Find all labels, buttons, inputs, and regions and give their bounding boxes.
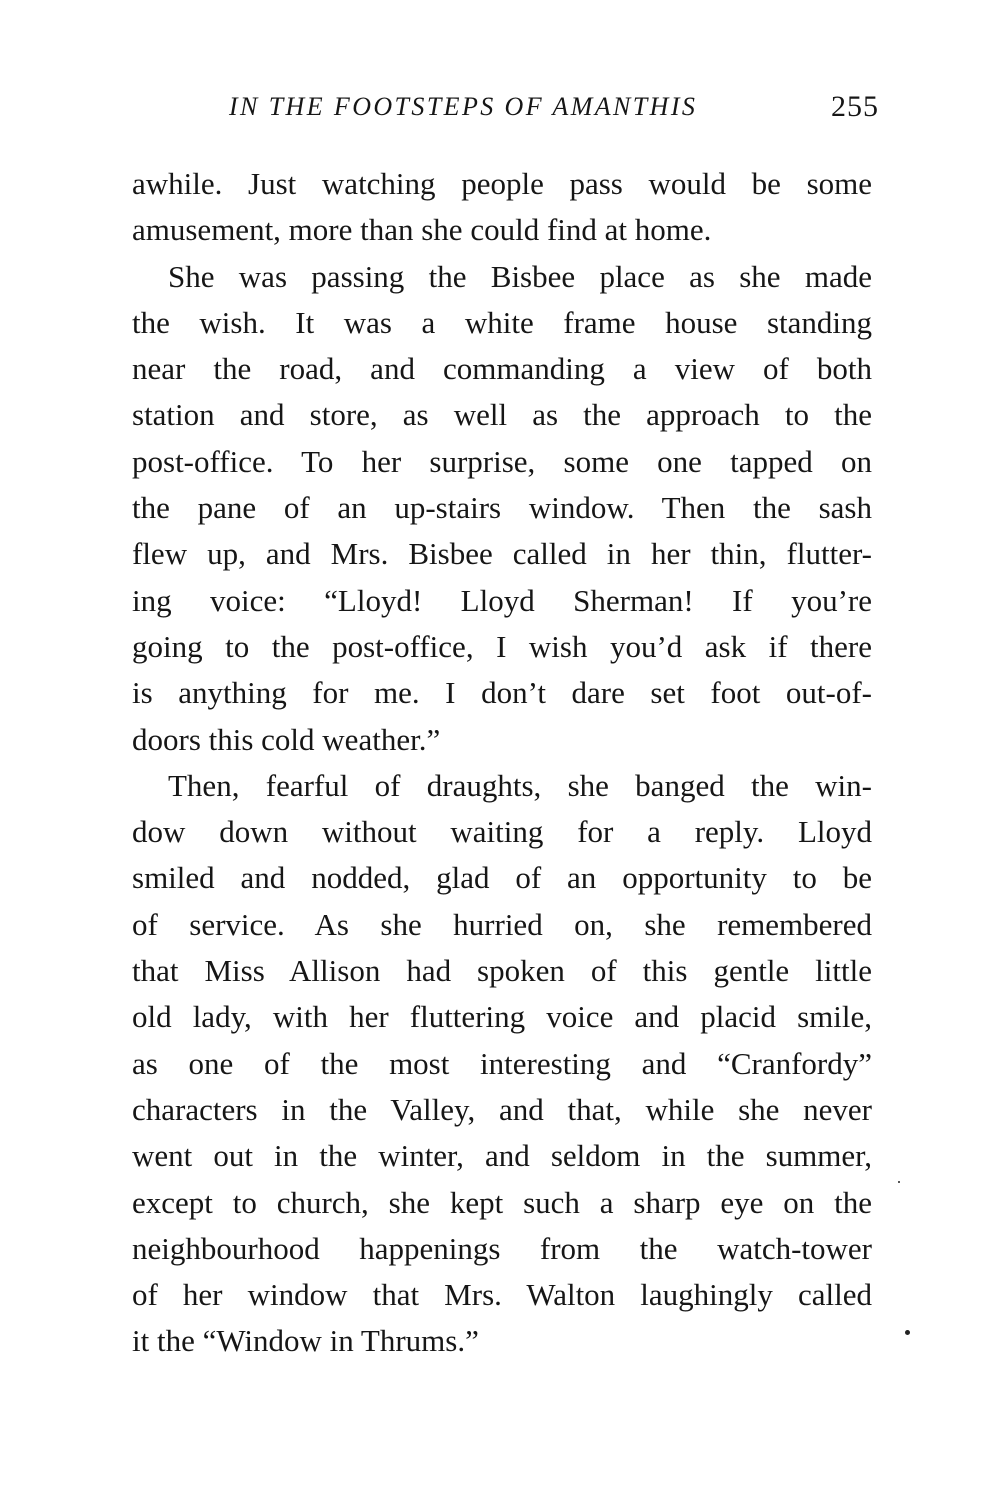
text-line: as one of the most interesting and “Cranfordy” bbox=[132, 1045, 872, 1081]
text-line: ing voice: “Lloyd! Lloyd Sherman! If you’re bbox=[132, 582, 872, 618]
text-line: that Miss Allison had spoken of this gentle little bbox=[132, 953, 872, 989]
text-line: She was passing the Bisbee place as she made bbox=[168, 258, 872, 294]
text-line: except to church, she kept such a sharp eye on the bbox=[132, 1184, 872, 1220]
text-line: post-office. To her surprise, some one tapped on bbox=[132, 443, 872, 479]
text-line: of service. As she hurried on, she remembered bbox=[132, 906, 872, 942]
text-line: neighbourhood happenings from the watch-tower bbox=[132, 1230, 872, 1266]
page-number: 255 bbox=[831, 90, 879, 123]
text-line: station and store, as well as the approach to the bbox=[132, 397, 872, 433]
text-line: Then, fearful of draughts, she banged the win- bbox=[168, 767, 872, 803]
text-line: is anything for me. I don’t dare set foot out-of- bbox=[132, 675, 872, 711]
running-title: IN THE FOOTSTEPS OF AMANTHIS bbox=[229, 92, 698, 121]
text-line: going to the post-office, I wish you’d ask if there bbox=[132, 628, 872, 664]
text-line: characters in the Valley, and that, while she never bbox=[132, 1091, 872, 1127]
text-line: it the “Window in Thrums.” bbox=[132, 1323, 479, 1359]
text-line: near the road, and commanding a view of both bbox=[132, 351, 872, 387]
text-line: went out in the winter, and seldom in the summer, bbox=[132, 1138, 872, 1174]
text-line: old lady, with her fluttering voice and placid smile, bbox=[132, 999, 872, 1035]
text-line: the wish. It was a white frame house standing bbox=[132, 304, 872, 340]
running-head bbox=[229, 92, 879, 132]
text-line: of her window that Mrs. Walton laughingly called bbox=[132, 1277, 872, 1313]
text-line: the pane of an up-stairs window. Then the sash bbox=[132, 490, 872, 526]
text-line: dow down without waiting for a reply. Lloyd bbox=[132, 814, 872, 850]
body-text bbox=[132, 161, 872, 1365]
print-speck bbox=[898, 1181, 900, 1183]
text-line: flew up, and Mrs. Bisbee called in her thin, flutter- bbox=[132, 536, 872, 572]
text-line: awhile. Just watching people pass would be some bbox=[132, 166, 872, 201]
text-line: amusement, more than she could find at home. bbox=[132, 212, 712, 248]
print-speck bbox=[905, 1330, 910, 1335]
text-line: doors this cold weather.” bbox=[132, 721, 441, 757]
text-line: smiled and nodded, glad of an opportunity to be bbox=[132, 860, 872, 896]
